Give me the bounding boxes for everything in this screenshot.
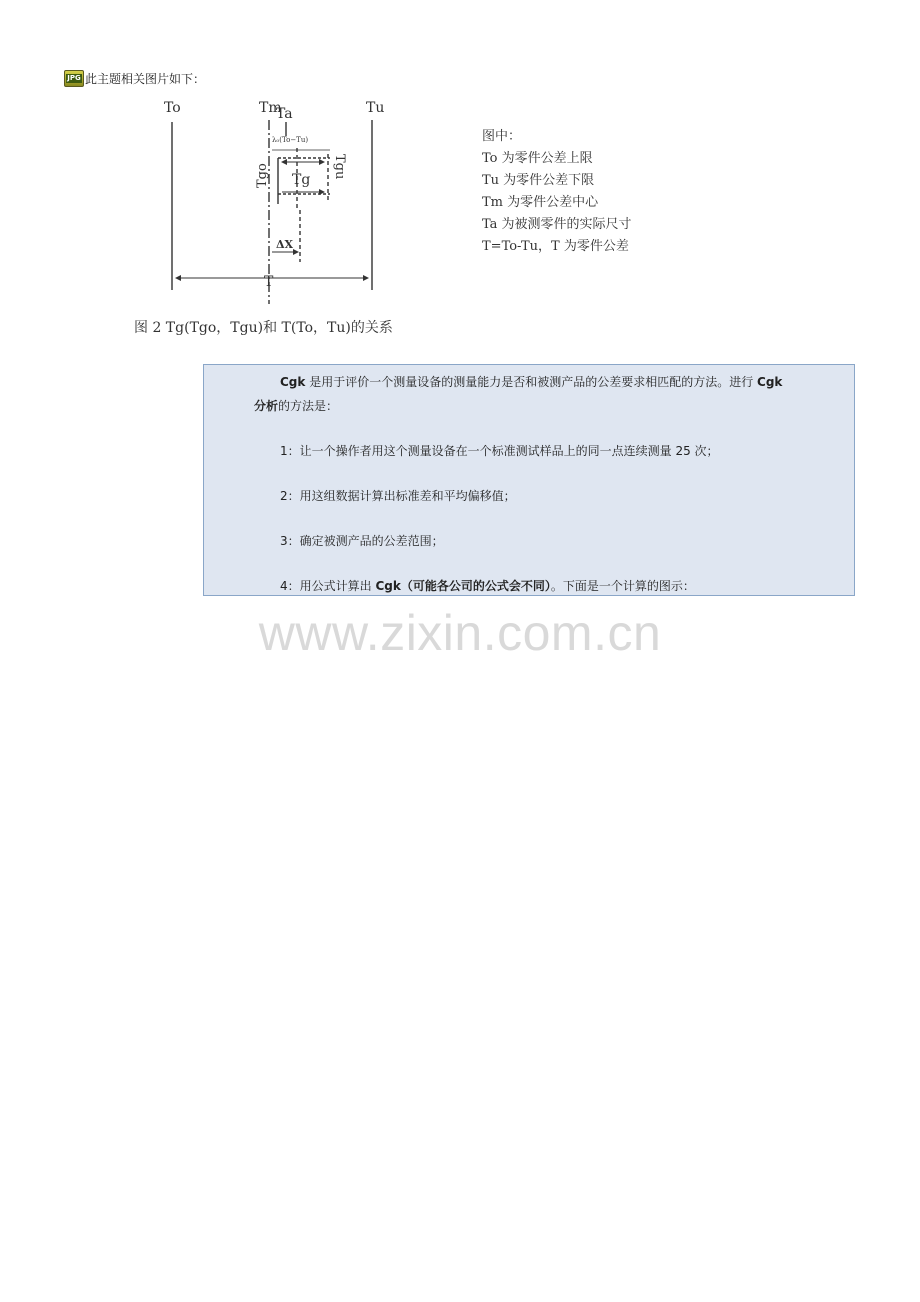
notes-intro-text: 是用于评价一个测量设备的测量能力是否和被测产品的公差要求相匹配的方法。进行 [305, 375, 758, 389]
legend-title: 图中： [482, 129, 522, 144]
step-4-suffix: 。下面是一个计算的图示： [550, 579, 695, 593]
cgk-term-2: Cgk [757, 375, 783, 389]
jpg-icon-text: JPG [67, 73, 81, 82]
legend-to: To 为零件公差上限 [482, 151, 593, 166]
notes-intro-line1 [280, 373, 782, 390]
cgk-notes-box [203, 364, 855, 596]
cgk-term: Cgk [280, 375, 306, 389]
figure-caption: 图 2 Tg(Tgo，Tgu)和 T(To，Tu)的关系 [134, 320, 393, 336]
analysis-term: 分析 [254, 399, 279, 413]
t-label: T [264, 274, 274, 290]
step-4 [280, 577, 695, 594]
to-label: To [164, 100, 181, 116]
legend-tu: Tu 为零件公差下限 [482, 173, 595, 188]
notes-intro-line2-text: 的方法是： [278, 399, 339, 413]
tg-label: Tg [292, 172, 311, 188]
legend-ta: Ta 为被测零件的实际尺寸 [482, 217, 632, 232]
formula-label: λ₀(To−Tu) [272, 136, 309, 144]
intro-text: 此主题相关图片如下： [85, 71, 206, 86]
step-3: 3：确定被测产品的公差范围； [280, 534, 444, 548]
tolerance-figure [120, 92, 690, 342]
step-4-prefix: 4：用公式计算出 [280, 579, 376, 593]
tolerance-diagram [120, 92, 690, 342]
tm-label: Tm [259, 100, 282, 116]
dx-label: ΔX [276, 238, 294, 251]
tgo-label: Tgo [255, 163, 270, 188]
step-2: 2：用这组数据计算出标准差和平均偏移值； [280, 489, 516, 503]
ta-label: Ta [276, 106, 293, 122]
figure-intro [64, 68, 205, 88]
legend-t: T=To-Tu，T 为零件公差 [482, 239, 629, 254]
watermark: www.zixin.com.cn [258, 605, 662, 661]
step-4-term: Cgk（可能各公司的公式会不同） [375, 579, 551, 593]
notes-intro-line2 [254, 397, 338, 414]
jpg-icon[interactable] [64, 70, 84, 87]
tu-label: Tu [366, 100, 385, 116]
tgu-label: Tgu [332, 154, 347, 180]
legend-tm: Tm 为零件公差中心 [482, 195, 599, 210]
step-1: 1：让一个操作者用这个测量设备在一个标准测试样品上的同一点连续测量 25 次； [280, 444, 719, 458]
